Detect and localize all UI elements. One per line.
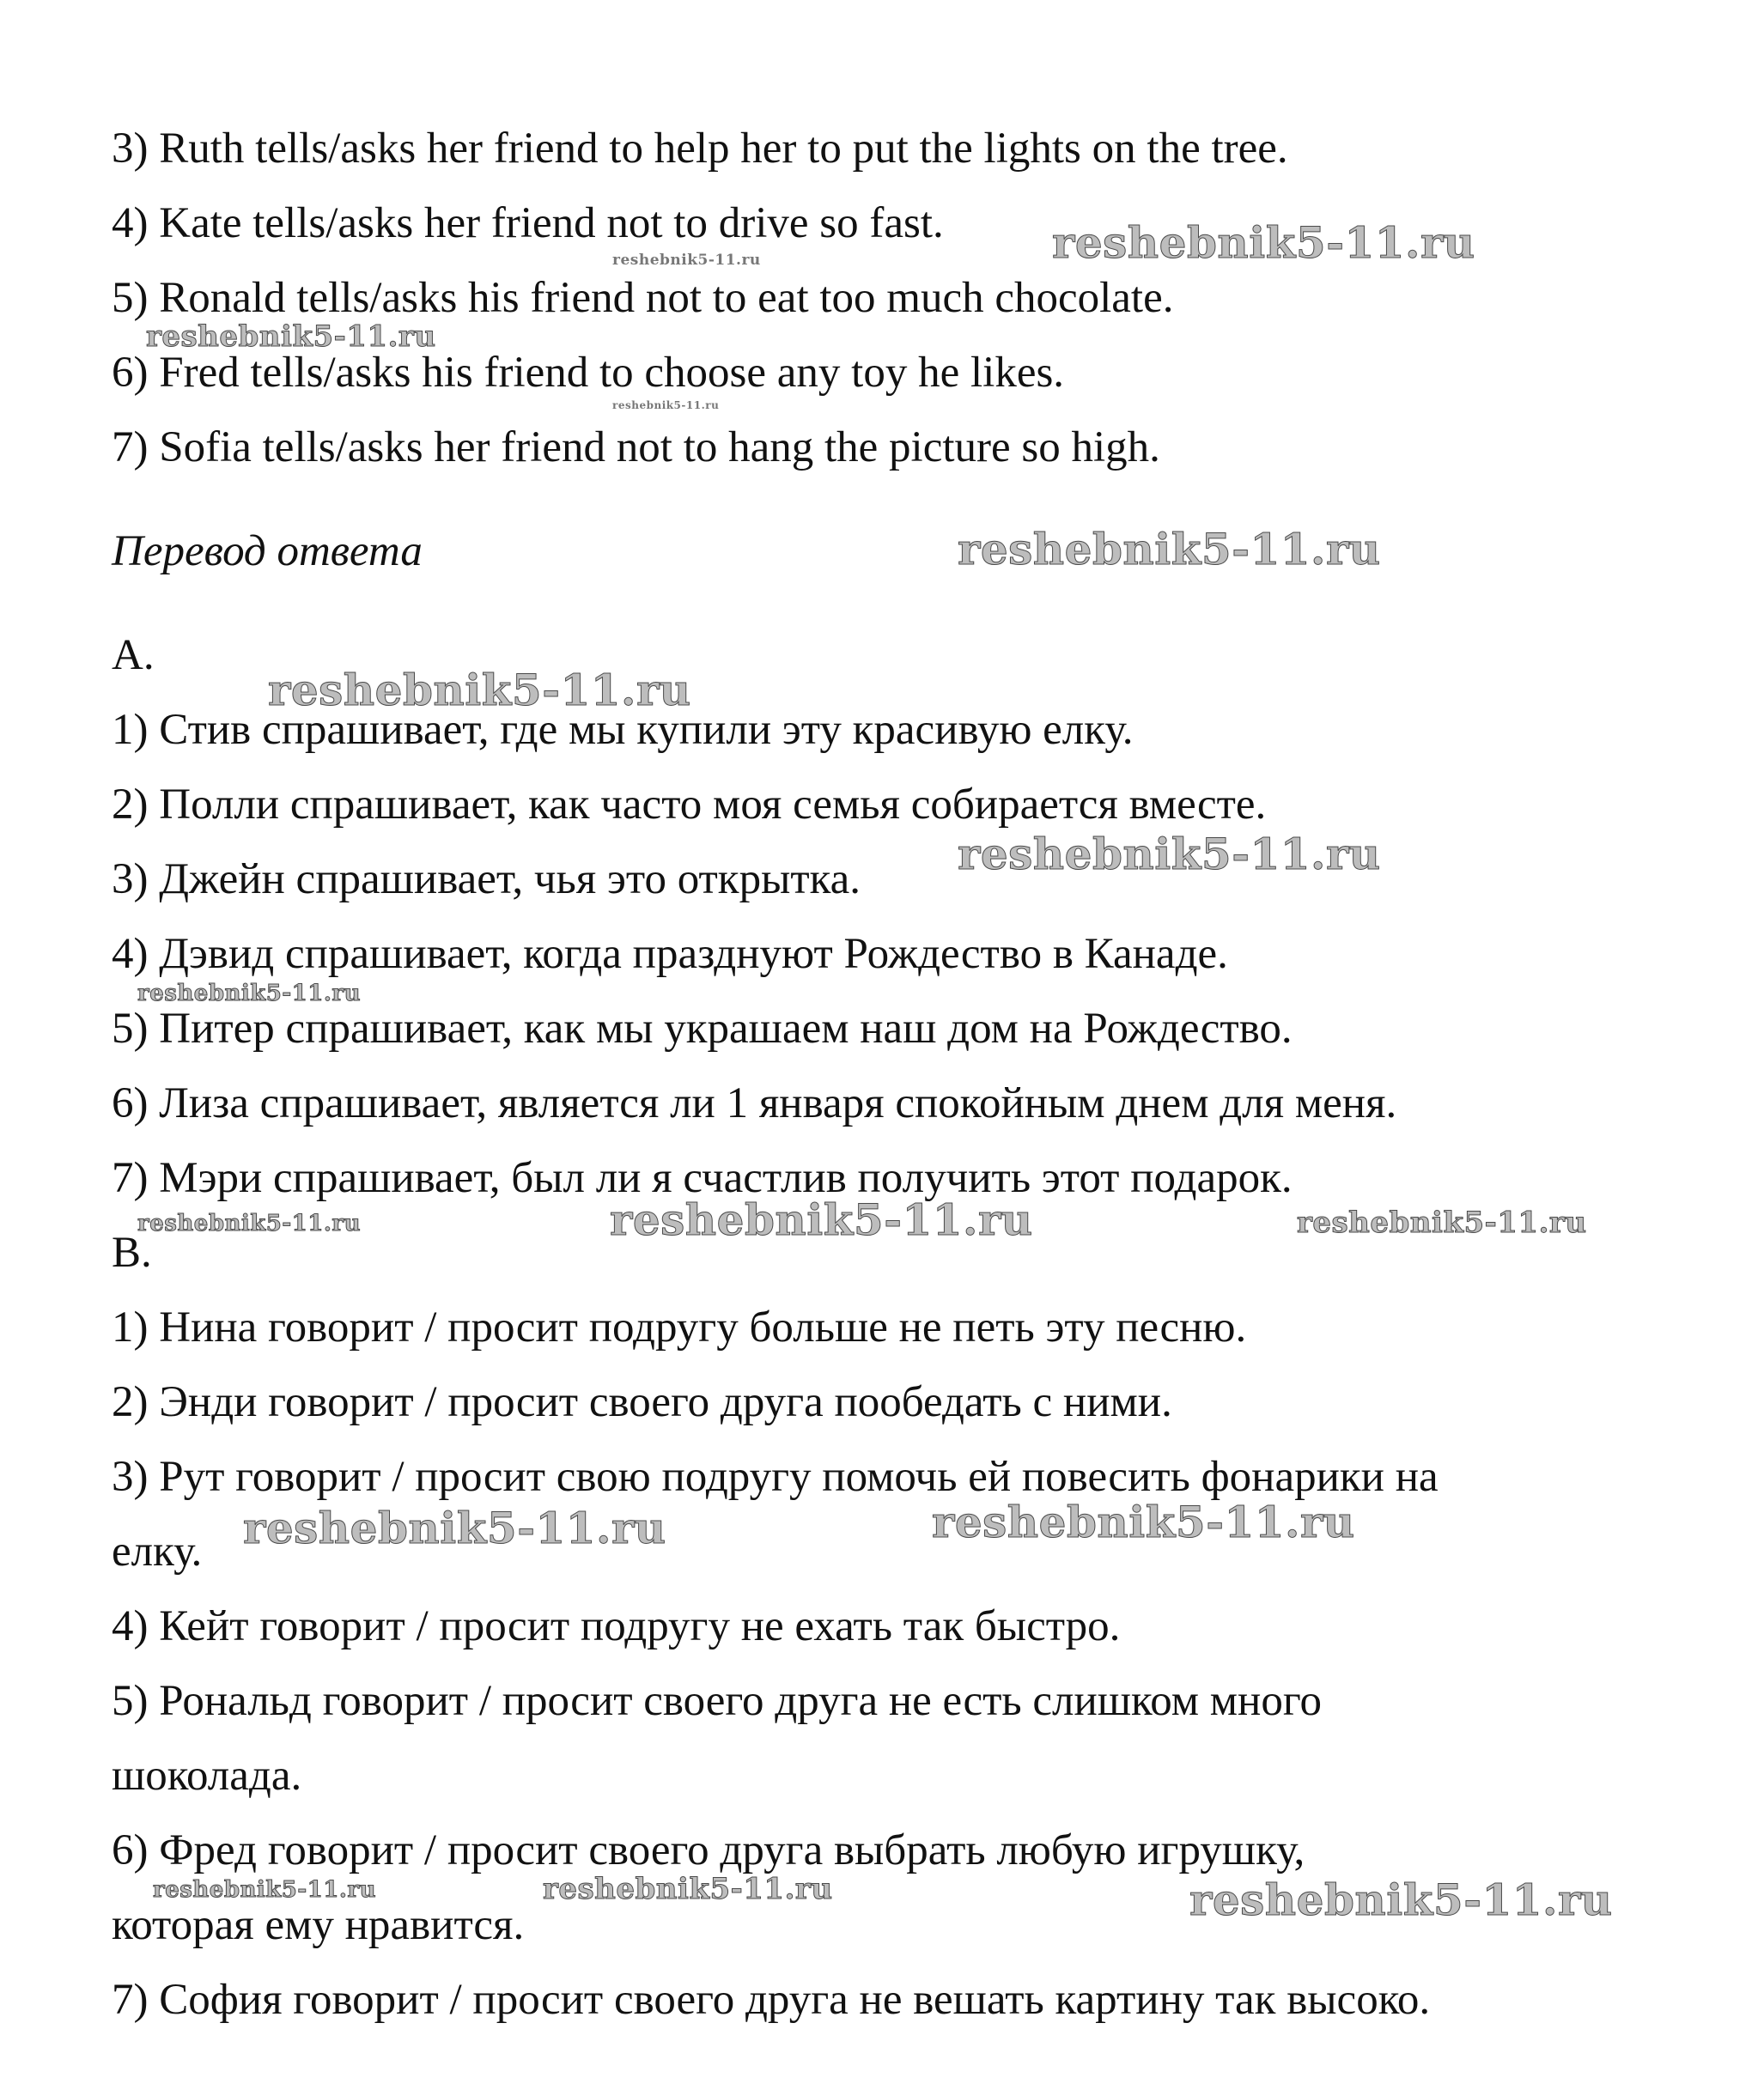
section-b-item-4: 4) Кейт говорит / просит подругу не ехать так быстро.	[112, 1602, 1121, 1650]
watermark: reshebnik5-11.ru	[1052, 217, 1475, 268]
watermark: reshebnik5-11.ru	[610, 1194, 1033, 1245]
watermark: reshebnik5-11.ru	[268, 665, 691, 715]
watermark: reshebnik5-11.ru	[243, 1503, 666, 1553]
section-b-item-7: 7) София говорит / просит своего друга не вешать картину так высоко.	[112, 1976, 1431, 2024]
section-a-item-1: 1) Стив спрашивает, где мы купили эту красивую елку.	[112, 706, 1134, 754]
section-a-item-2: 2) Полли спрашивает, как часто моя семья собирается вместе.	[112, 781, 1267, 829]
english-item-5: 5) Ronald tells/asks his friend not to eat too much chocolate.	[112, 274, 1174, 322]
watermark: reshebnik5-11.ru	[137, 1211, 362, 1236]
section-b-item-1: 1) Нина говорит / просит подругу больше не петь эту песню.	[112, 1303, 1247, 1352]
translation-heading: Перевод ответа	[112, 527, 423, 575]
english-item-3: 3) Ruth tells/asks her friend to help her to put the lights on the tree.	[112, 125, 1288, 173]
english-item-6: 6) Fred tells/asks his friend to choose any toy he likes.	[112, 349, 1065, 397]
watermark: reshebnik5-11.ru	[1189, 1874, 1613, 1925]
section-a-item-5: 5) Питер спрашивает, как мы украшаем наш дом на Рождество.	[112, 1005, 1293, 1053]
watermark: reshebnik5-11.ru	[137, 981, 362, 1006]
section-a-item-4: 4) Дэвид спрашивает, когда празднуют Рождество в Канаде.	[112, 930, 1228, 978]
watermark: reshebnik5-11.ru	[153, 1877, 377, 1903]
english-item-4: 4) Kate tells/asks her friend not to drive so fast.	[112, 199, 944, 247]
section-b-item-3-cont: елку.	[112, 1528, 203, 1576]
watermark: reshebnik5-11.ru	[932, 1497, 1355, 1547]
section-b-item-6-cont: которая ему нравится.	[112, 1901, 525, 1949]
section-b-label: B.	[112, 1229, 152, 1277]
section-a-item-7: 7) Мэри спрашивает, был ли я счастлив получить этот подарок.	[112, 1154, 1293, 1202]
section-b-item-2: 2) Энди говорит / просит своего друга пообедать с ними.	[112, 1378, 1172, 1426]
english-item-7: 7) Sofia tells/asks her friend not to hang the picture so high.	[112, 423, 1160, 471]
watermark: reshebnik5-11.ru	[958, 524, 1381, 574]
section-b-item-5-cont: шоколада.	[112, 1752, 302, 1800]
watermark: reshebnik5-11.ru	[146, 319, 436, 354]
section-b-item-3: 3) Рут говорит / просит свою подругу помочь ей повесить фонарики на	[112, 1453, 1439, 1501]
watermark: reshebnik5-11.ru	[612, 252, 761, 269]
section-b-item-6: 6) Фред говорит / просит своего друга выбрать любую игрушку,	[112, 1826, 1305, 1874]
watermark: reshebnik5-11.ru	[543, 1872, 833, 1906]
section-a-item-3: 3) Джейн спрашивает, чья это открытка.	[112, 855, 861, 903]
section-a-label: A.	[112, 631, 155, 679]
watermark: reshebnik5-11.ru	[612, 399, 720, 411]
watermark: reshebnik5-11.ru	[958, 829, 1381, 879]
watermark: reshebnik5-11.ru	[1297, 1206, 1587, 1240]
section-a-item-6: 6) Лиза спрашивает, является ли 1 января спокойным днем для меня.	[112, 1079, 1397, 1127]
section-b-item-5: 5) Рональд говорит / просит своего друга не есть слишком много	[112, 1677, 1322, 1725]
